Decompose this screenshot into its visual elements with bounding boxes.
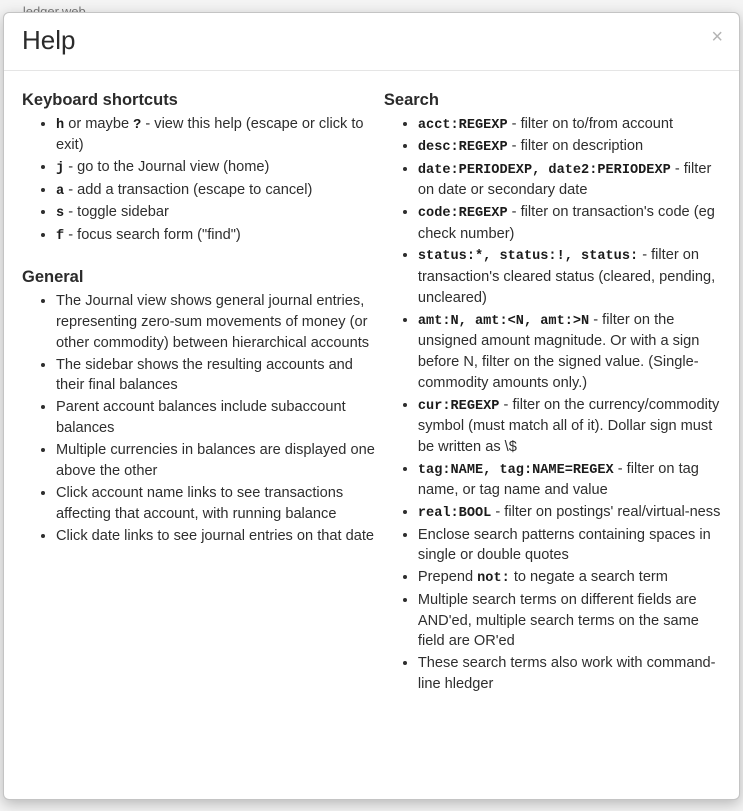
list-item bbox=[418, 310, 721, 394]
list-item bbox=[56, 202, 384, 223]
list-item bbox=[418, 590, 721, 653]
search-query-desc: Enclose search patterns containing spaces in single or double quotes bbox=[417, 526, 711, 564]
shortcut-text: or maybe bbox=[64, 116, 134, 132]
search-query-desc: to negate a search term bbox=[509, 569, 668, 586]
search-query-desc: - filter on description bbox=[507, 138, 644, 155]
list-item bbox=[56, 180, 384, 201]
list-item bbox=[418, 136, 721, 157]
general-list bbox=[22, 291, 384, 546]
list-item bbox=[418, 459, 721, 501]
list-item bbox=[418, 653, 721, 695]
search-query-desc: - filter on date or secondary date bbox=[417, 160, 712, 199]
list-item bbox=[418, 159, 721, 201]
list-item: • Click date links to see journal entries on that date bbox=[56, 526, 384, 547]
list-item bbox=[418, 245, 721, 308]
search-query-code: not: bbox=[477, 571, 510, 587]
search-query-desc: - filter on transaction's cleared status (cleared, pending, uncleared) bbox=[417, 247, 716, 306]
shortcut-desc: - add a transaction (escape to cancel) bbox=[64, 181, 313, 198]
search-query-code: date:PERIODEXP, date2:PERIODEXP bbox=[417, 162, 671, 178]
list-item: • The sidebar shows the resulting accounts and their final balances bbox=[56, 355, 384, 397]
list-item: • Click account name links to see transactions affecting that account, with running balance bbox=[56, 483, 384, 525]
search-query-code: real:BOOL bbox=[417, 506, 492, 522]
shortcut-key: j bbox=[56, 161, 65, 177]
shortcut-desc: - focus search form ("find") bbox=[64, 226, 241, 243]
list-item: • The Journal view shows general journal entries, representing zero-sum movements of money (or other commodity) between hierarchical accounts bbox=[56, 291, 384, 354]
search-list bbox=[384, 114, 721, 695]
help-columns bbox=[22, 85, 721, 696]
shortcut-desc: - go to the Journal view (home) bbox=[64, 159, 270, 176]
keyboard-shortcuts-heading: Keyboard shortcuts bbox=[22, 91, 178, 109]
help-modal bbox=[3, 12, 740, 800]
list-item bbox=[418, 202, 721, 244]
search-query-desc: - filter on postings' real/virtual-ness bbox=[491, 504, 721, 521]
search-query-code: cur:REGEXP bbox=[417, 398, 500, 414]
search-query-desc: - filter on transaction's code (eg check number) bbox=[417, 204, 715, 242]
search-query-code: status:*, status:!, status: bbox=[417, 249, 639, 265]
list-item bbox=[418, 567, 721, 588]
search-query-code: desc:REGEXP bbox=[417, 140, 508, 156]
search-query-code: code:REGEXP bbox=[417, 206, 508, 222]
search-query-desc: - filter on the currency/commodity symbol (must match all of it). Dollar sign must be written as \$ bbox=[417, 396, 720, 455]
search-heading: Search bbox=[383, 91, 439, 109]
search-query-code: amt:N, amt:<N, amt:>N bbox=[417, 313, 590, 329]
shortcut-key: s bbox=[56, 206, 65, 222]
list-item bbox=[56, 114, 384, 156]
shortcut-key: a bbox=[56, 183, 65, 199]
list-item: • Multiple currencies in balances are displayed one above the other bbox=[56, 440, 384, 482]
search-query-desc: These search terms also work with command-line hledger bbox=[417, 655, 716, 693]
search-query-prefix: Prepend bbox=[417, 569, 478, 586]
list-item bbox=[418, 395, 721, 458]
search-query-desc: - filter on tag name, or tag name and value bbox=[417, 460, 699, 499]
search-column bbox=[384, 85, 721, 696]
keyboard-shortcuts-column bbox=[22, 85, 384, 696]
list-item bbox=[418, 502, 721, 523]
modal-body bbox=[4, 71, 739, 800]
search-query-code: tag:NAME, tag:NAME=REGEX bbox=[417, 462, 614, 478]
shortcut-key: f bbox=[56, 228, 65, 244]
search-query-desc: Multiple search terms on different fields are AND'ed, multiple search terms on the same field are OR'ed bbox=[417, 591, 699, 650]
list-item bbox=[56, 225, 384, 246]
shortcut-desc: - toggle sidebar bbox=[64, 204, 169, 221]
list-item: • Parent account balances include subaccount balances bbox=[56, 397, 384, 439]
list-item bbox=[418, 114, 721, 135]
shortcut-desc: - view this help (escape or click to exit) bbox=[56, 116, 364, 154]
close-icon[interactable]: × bbox=[711, 26, 723, 48]
search-query-desc: - filter on to/from account bbox=[507, 116, 674, 132]
modal-title: Help bbox=[22, 25, 76, 55]
search-query-code: acct:REGEXP bbox=[417, 118, 508, 133]
general-heading: General bbox=[22, 268, 84, 287]
search-query-desc: - filter on the unsigned amount magnitude. Or with a sign before N, filter on the signed value. (Single-commodity amounts only.) bbox=[417, 311, 700, 391]
shortcut-key: h bbox=[56, 118, 65, 133]
shortcut-alt-key: ? bbox=[133, 118, 142, 133]
keyboard-shortcuts-list bbox=[22, 114, 384, 246]
modal-header bbox=[4, 13, 739, 71]
list-item bbox=[56, 157, 384, 178]
list-item bbox=[418, 525, 721, 567]
